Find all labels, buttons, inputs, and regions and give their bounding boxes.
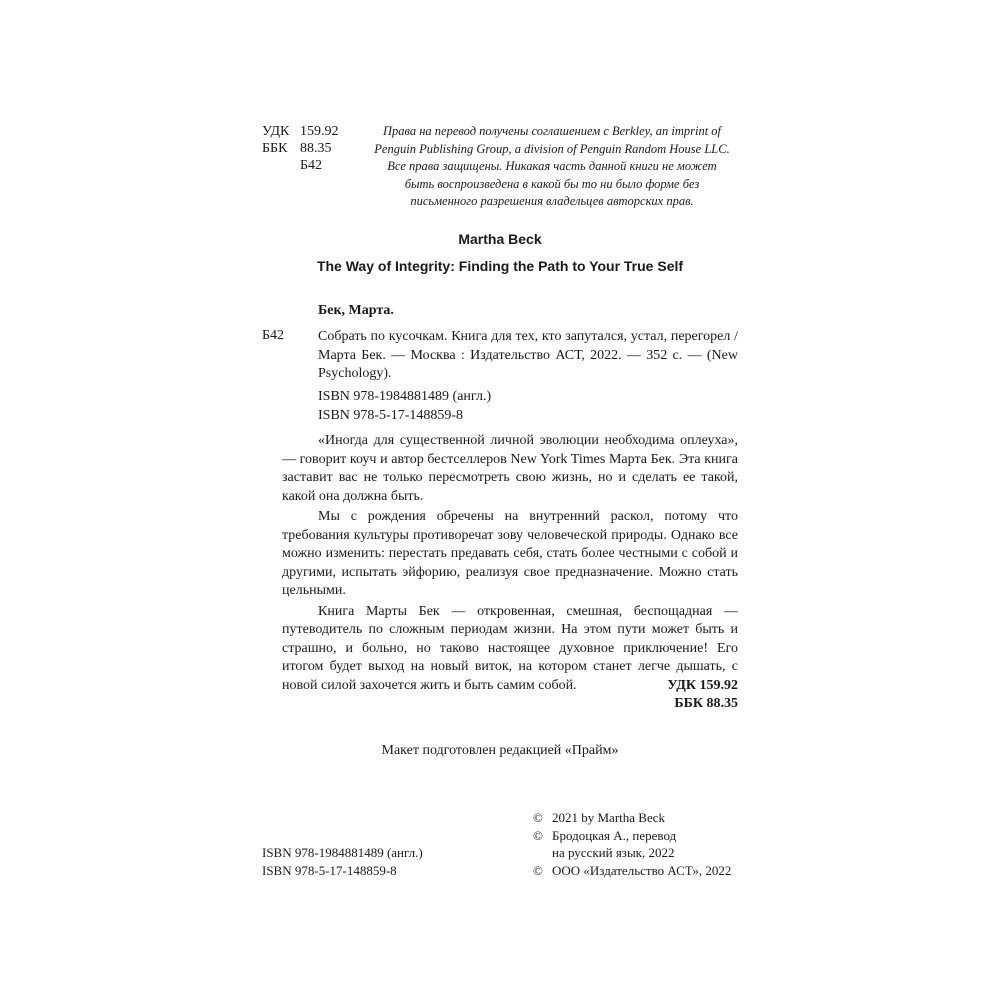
rights-line: Penguin Publishing Group, a division of Penguin Random House LLC.	[374, 141, 730, 156]
bbk-code: ББК 88.35	[674, 696, 738, 711]
rights-line: Права на перевод получены соглашением с Berkley, an imprint of	[382, 124, 722, 138]
abstract-paragraph: Мы с рождения обречены на внутренний раскол, потому что требования культуры противоречат зову человеческой природы. Однако все можно изменить: перестать предавать себя, стать более честными с собой и другими, испытать эйфорию, реализуя свое предназначение. Можно стать цельными.	[282, 509, 738, 598]
book-abstract	[282, 432, 738, 695]
bbk-label: ББК	[262, 141, 288, 156]
isbn-english: ISBN 978-1984881489 (англ.)	[262, 845, 423, 860]
catalog-description: Собрать по кусочкам. Книга для тех, кто запутался, устал, перегорел / Марта Бек. — Москва : Издательство АСТ, 2022. — 352 с. — (New Psychology).	[318, 329, 738, 381]
abstract-paragraph: «Иногда для существенной личной эволюции необходима оплеуха», — говорит коуч и автор бестселлеров New York Times Марта Бек. Эта книга заставит вас не только пересмотреть свою жизнь, но и сделать ее такой, какой она должна быть.	[282, 433, 738, 504]
copyright-symbol: ©	[533, 862, 543, 878]
copyright-symbol: ©	[533, 827, 543, 843]
copyright-symbol: ©	[533, 810, 543, 825]
rights-line: быть воспроизведена в какой бы то ни было форме без	[404, 176, 700, 191]
isbn-russian: ISBN 978-5-17-148859-8	[318, 407, 464, 423]
rights-line: письменного разрешения владельцев авторских прав.	[410, 194, 694, 209]
copyright-author: 2021 by Martha Beck	[552, 810, 666, 825]
catalog-code: Б42	[262, 328, 285, 343]
isbn-english: ISBN 978-1984881489 (англ.)	[318, 389, 492, 404]
copyright-block	[533, 809, 731, 879]
catalog-heading: Бек, Марта.	[318, 303, 394, 318]
isbn-russian: ISBN 978-5-17-148859-8	[262, 862, 397, 878]
layout-credit: Макет подготовлен редакцией «Прайм»	[381, 743, 619, 758]
original-author: Martha Beck	[458, 231, 542, 247]
abstract-paragraph: Книга Марты Бек — откровенная, смешная, беспощадная — путеводитель по сложным периодам жизни. На этом пути может быть и страшно, и больно, но таково настоящее духовное приключение! Его итогом будет выход на новый виток, на котором станет легче дышать, с новой силой захочется жить и быть самим собой.	[282, 603, 738, 693]
copyright-translator: Бродоцкая А., перевод	[552, 827, 677, 843]
rights-line: Все права защищены. Никакая часть данной книги не может	[387, 159, 717, 174]
udk-value: 159.92	[300, 124, 339, 139]
top-classification-codes	[262, 123, 339, 174]
udk-label: УДК	[262, 124, 290, 139]
bottom-classification-codes	[600, 677, 738, 713]
original-title: The Way of Integrity: Finding the Path to Your True Self	[316, 258, 684, 274]
author-mark-label	[262, 157, 300, 174]
rights-notice	[362, 123, 742, 211]
author-mark-value: Б42	[300, 158, 323, 173]
bbk-value: 88.35	[300, 141, 332, 156]
copyright-publisher: ООО «Издательство АСТ», 2022	[552, 862, 732, 878]
udk-code: УДК 159.92	[667, 678, 738, 693]
bottom-isbns	[262, 844, 423, 879]
catalog-isbns	[318, 388, 491, 425]
copyright-translator-cont: на русский язык, 2022	[552, 845, 675, 861]
